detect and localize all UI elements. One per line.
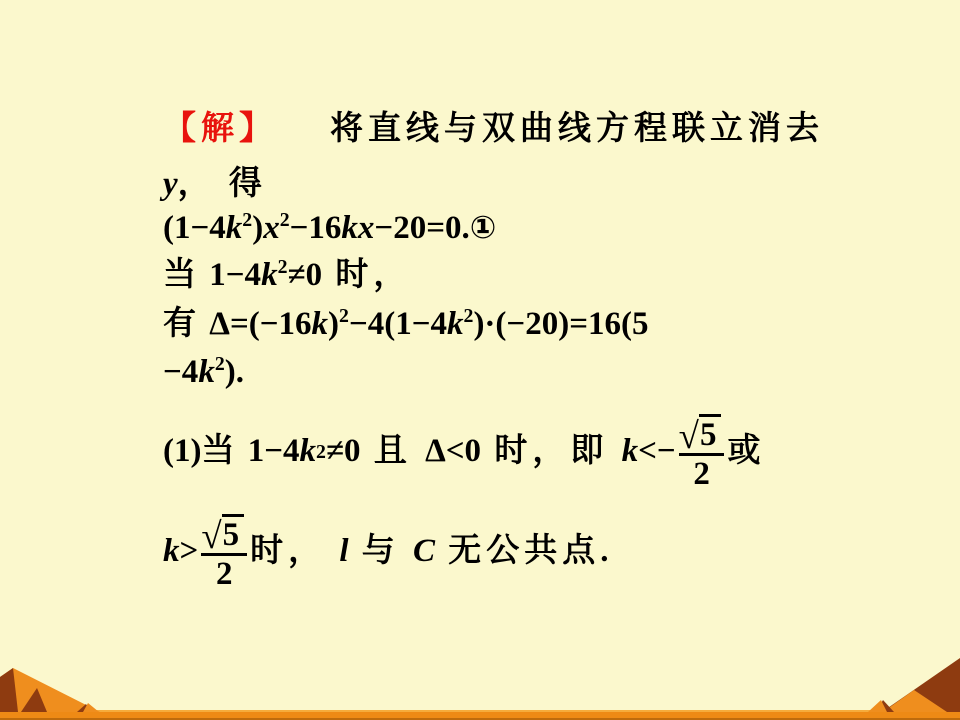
text-segment: 将直线与双曲线方程联立消去: [277, 111, 824, 147]
text-segment: ≠0: [325, 433, 361, 470]
solution-line-2: [163, 166, 267, 204]
text-segment: k: [447, 306, 464, 342]
mountain-right-orange: [883, 690, 947, 712]
text-segment: ).: [224, 354, 244, 390]
text-segment: 2: [279, 209, 290, 231]
text-segment: 2: [277, 256, 288, 278]
solution-line-1: [163, 111, 824, 149]
text-segment: ): [252, 210, 264, 246]
text-segment: ①: [469, 210, 497, 246]
equation-line-3: [163, 305, 649, 344]
denominator: 2: [693, 455, 710, 492]
text-segment: 1−4: [201, 257, 262, 293]
text-segment: 时，: [322, 257, 412, 293]
footer-mountains-decoration: [0, 655, 960, 720]
sqrt-fraction: [201, 514, 247, 591]
radical-sign: √: [201, 514, 222, 556]
case1-line-1: [163, 405, 765, 499]
text-segment: kx: [341, 210, 375, 246]
text-segment: 无公共点: [435, 533, 601, 570]
text-segment: 与: [348, 533, 414, 570]
mountain-left-small-orange: [83, 703, 99, 712]
text-segment: 2: [463, 305, 474, 327]
radicand: 5: [222, 514, 245, 552]
text-segment: <−: [638, 433, 676, 470]
text-segment: −16: [289, 210, 342, 246]
text-segment: (1−4: [163, 210, 226, 246]
denominator: 2: [215, 555, 233, 592]
text-segment: y: [163, 166, 178, 202]
text-segment: 时，即: [481, 433, 622, 470]
text-segment: −20=0.: [374, 210, 470, 246]
text-segment: 且: [360, 433, 426, 470]
text-segment: −4: [163, 354, 199, 390]
text-segment: )·(−20)=16(5: [473, 306, 649, 342]
text-segment: ， 得: [177, 166, 267, 202]
text-segment: 【解】: [163, 111, 277, 147]
equation-line-4: [163, 353, 244, 392]
text-segment: ≠0: [287, 257, 323, 293]
mountain-right-small-dark: [876, 700, 894, 712]
mountain-left-dark-face: [0, 668, 18, 712]
text-segment: k: [163, 533, 180, 570]
equation-line-2: [163, 256, 411, 295]
text-segment: ): [328, 306, 340, 342]
text-segment: 2: [339, 305, 349, 327]
text-segment: 2: [316, 440, 326, 463]
text-segment: 2: [242, 209, 253, 231]
text-segment: >: [179, 533, 199, 570]
mountain-left-orange: [0, 668, 100, 712]
text-segment: x: [263, 210, 280, 246]
text-segment: 1−4: [239, 433, 300, 470]
text-segment: Δ=(−16: [201, 306, 312, 342]
text-segment: Δ<0: [425, 433, 482, 470]
radicand: 5: [699, 414, 722, 452]
text-segment: k: [261, 257, 278, 293]
text-segment: k: [198, 354, 215, 390]
mountain-right-dark-corner: [882, 658, 960, 712]
mountain-right-small-orange: [868, 700, 887, 712]
text-segment: 2: [214, 353, 225, 375]
text-segment: k: [311, 306, 329, 342]
text-segment: C: [413, 533, 436, 570]
text-segment: k: [225, 210, 243, 246]
text-segment: l: [339, 533, 349, 570]
text-segment: 或: [727, 433, 766, 470]
text-segment: 有: [163, 306, 201, 342]
text-segment: 当: [163, 257, 201, 293]
text-segment: (1): [163, 433, 202, 470]
mountain-left-inner-dark: [21, 688, 47, 712]
text-segment: .: [600, 533, 609, 570]
text-segment: k: [299, 433, 317, 470]
text-segment: k: [621, 433, 639, 470]
text-segment: 当: [201, 433, 240, 470]
radical-sign: √: [678, 414, 699, 456]
text-segment: −4(1−4: [348, 306, 448, 342]
case1-line-2: [163, 505, 609, 599]
mountain-left-small-dark: [77, 704, 91, 712]
footer-stripe-main: [0, 712, 960, 718]
sqrt-fraction: [679, 414, 725, 491]
footer-stripe-light: [0, 710, 960, 712]
text-segment: 时，: [250, 533, 340, 570]
equation-line-1: [163, 209, 496, 248]
